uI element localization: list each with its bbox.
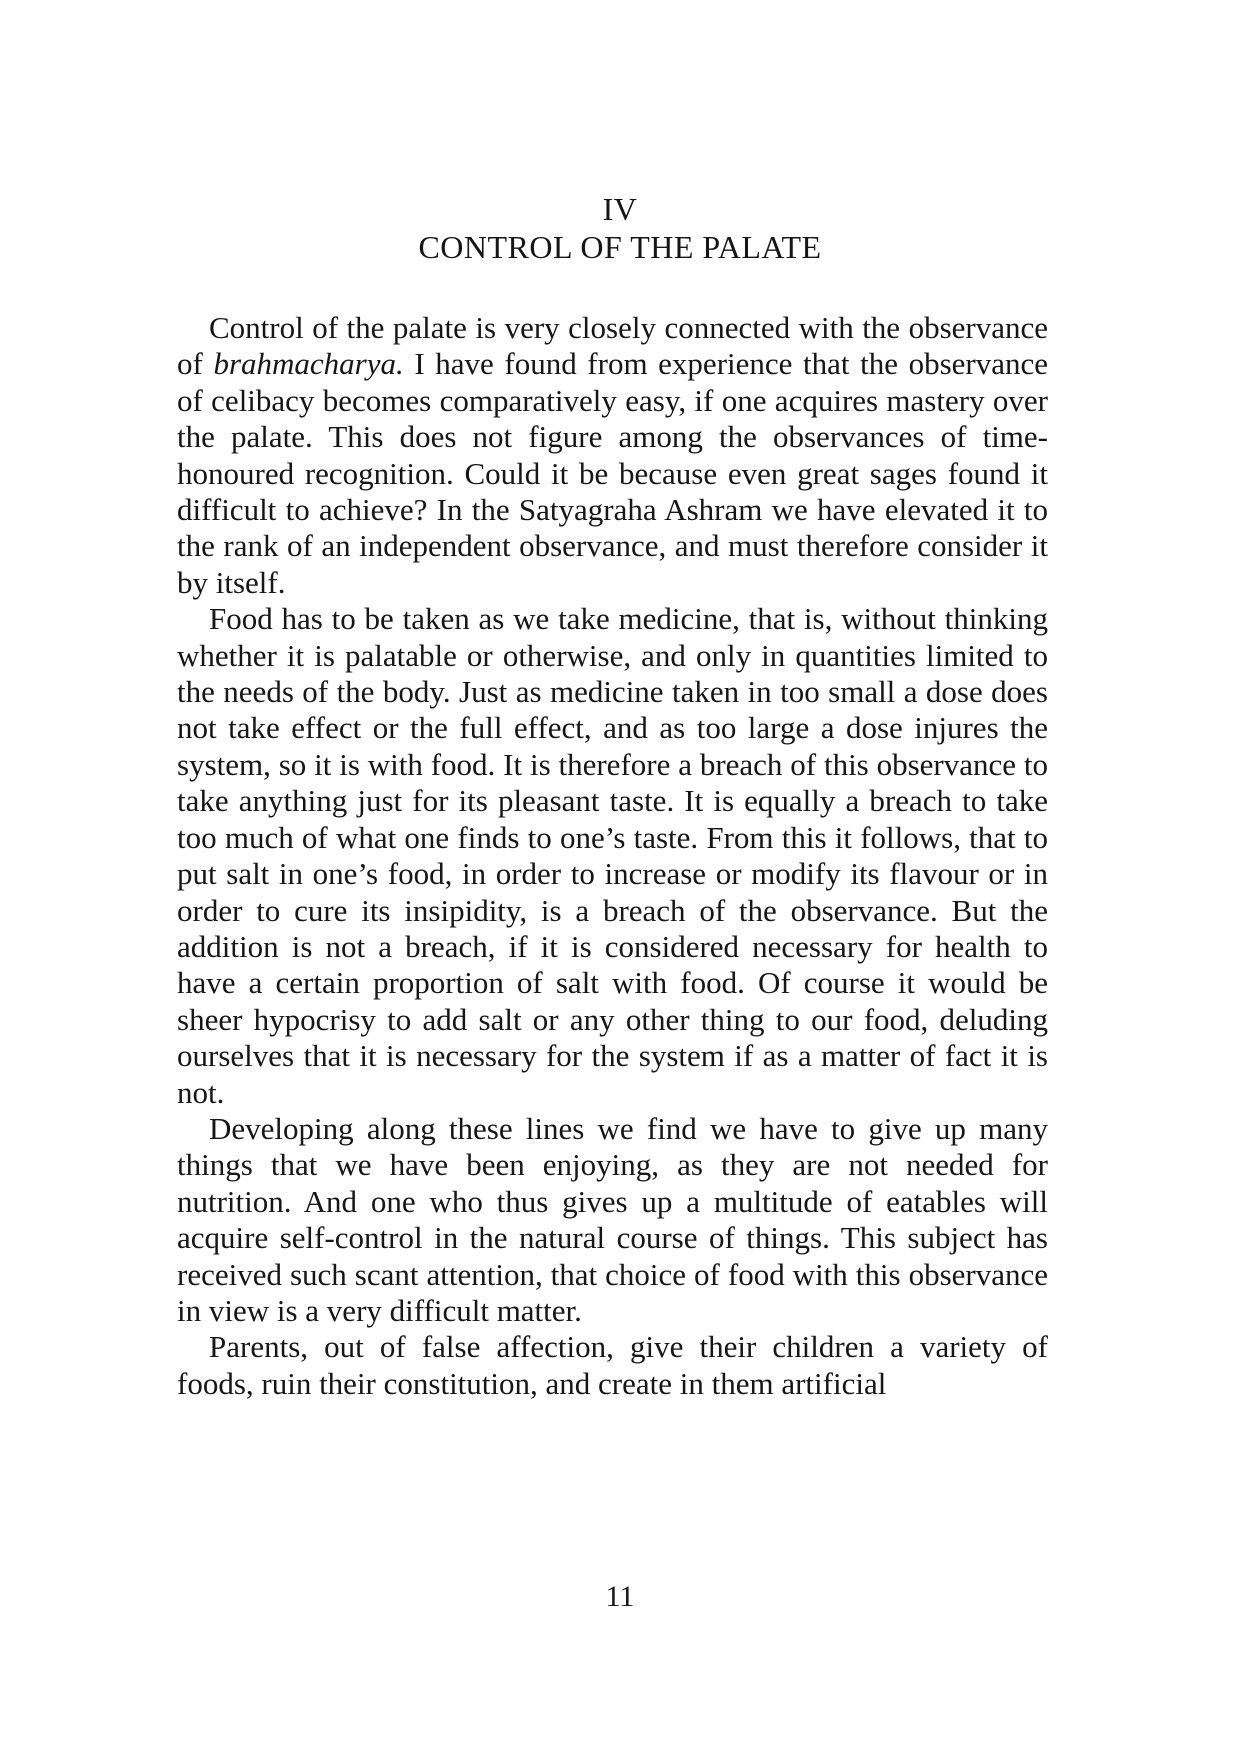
page-number: 11	[605, 1580, 635, 1613]
paragraph-4: Parents, out of false affection, give their children a variety of foods, ruin their constitution, and create in them artificial	[177, 1329, 1048, 1401]
paragraph-1-text-end: I have found from experience that the observance of celibacy becomes comparatively easy, if one acquires mastery over the palate. This does not figure among the observances of time-honoured recognition. Could it be because even great sages found it difficult to achieve? In the Satyagraha Ashram we have elevated it to the rank of an independent observance, and must therefore consider it by itself.	[177, 346, 1048, 600]
paragraph-2: Food has to be taken as we take medicine, that is, without thinking whether it is palatable or otherwise, and only in quantities limited to the needs of the body. Just as medicine taken in too small a dose does not take effect or the full effect, and as too large a dose injures the system, so it is with food. It is therefore a breach of this observance to take anything just for its pleasant taste. It is equally a breach to take too much of what one finds to one’s taste. From this it follows, that to put salt in one’s food, in order to increase or modify its flavour or in order to cure its insipidity, is a breach of the observance. But the addition is not a breach, if it is considered necessary for health to have a certain proportion of salt with food. Of course it would be sheer hypocrisy to add salt or any other thing to our food, deluding ourselves that it is necessary for the system if as a matter of fact it is not.	[177, 601, 1048, 1110]
paragraph-3: Developing along these lines we find we have to give up many things that we have been enjoying, as they are not needed for nutrition. And one who thus gives up a multitude of eatables will acquire self-control in the natural course of things. This subject has received such scant attention, that choice of food with this observance in view is a very difficult matter.	[177, 1110, 1048, 1328]
paragraph-1	[177, 310, 1048, 601]
chapter-title: CONTROL OF THE PALATE	[418, 229, 822, 265]
italic-term: brahmacharya.	[213, 346, 404, 382]
chapter-number: IV	[602, 191, 638, 227]
paragraph-1-text-start: Control of the palate is very closely connected with the observance of	[177, 310, 1048, 382]
chapter-body	[177, 310, 1048, 1402]
